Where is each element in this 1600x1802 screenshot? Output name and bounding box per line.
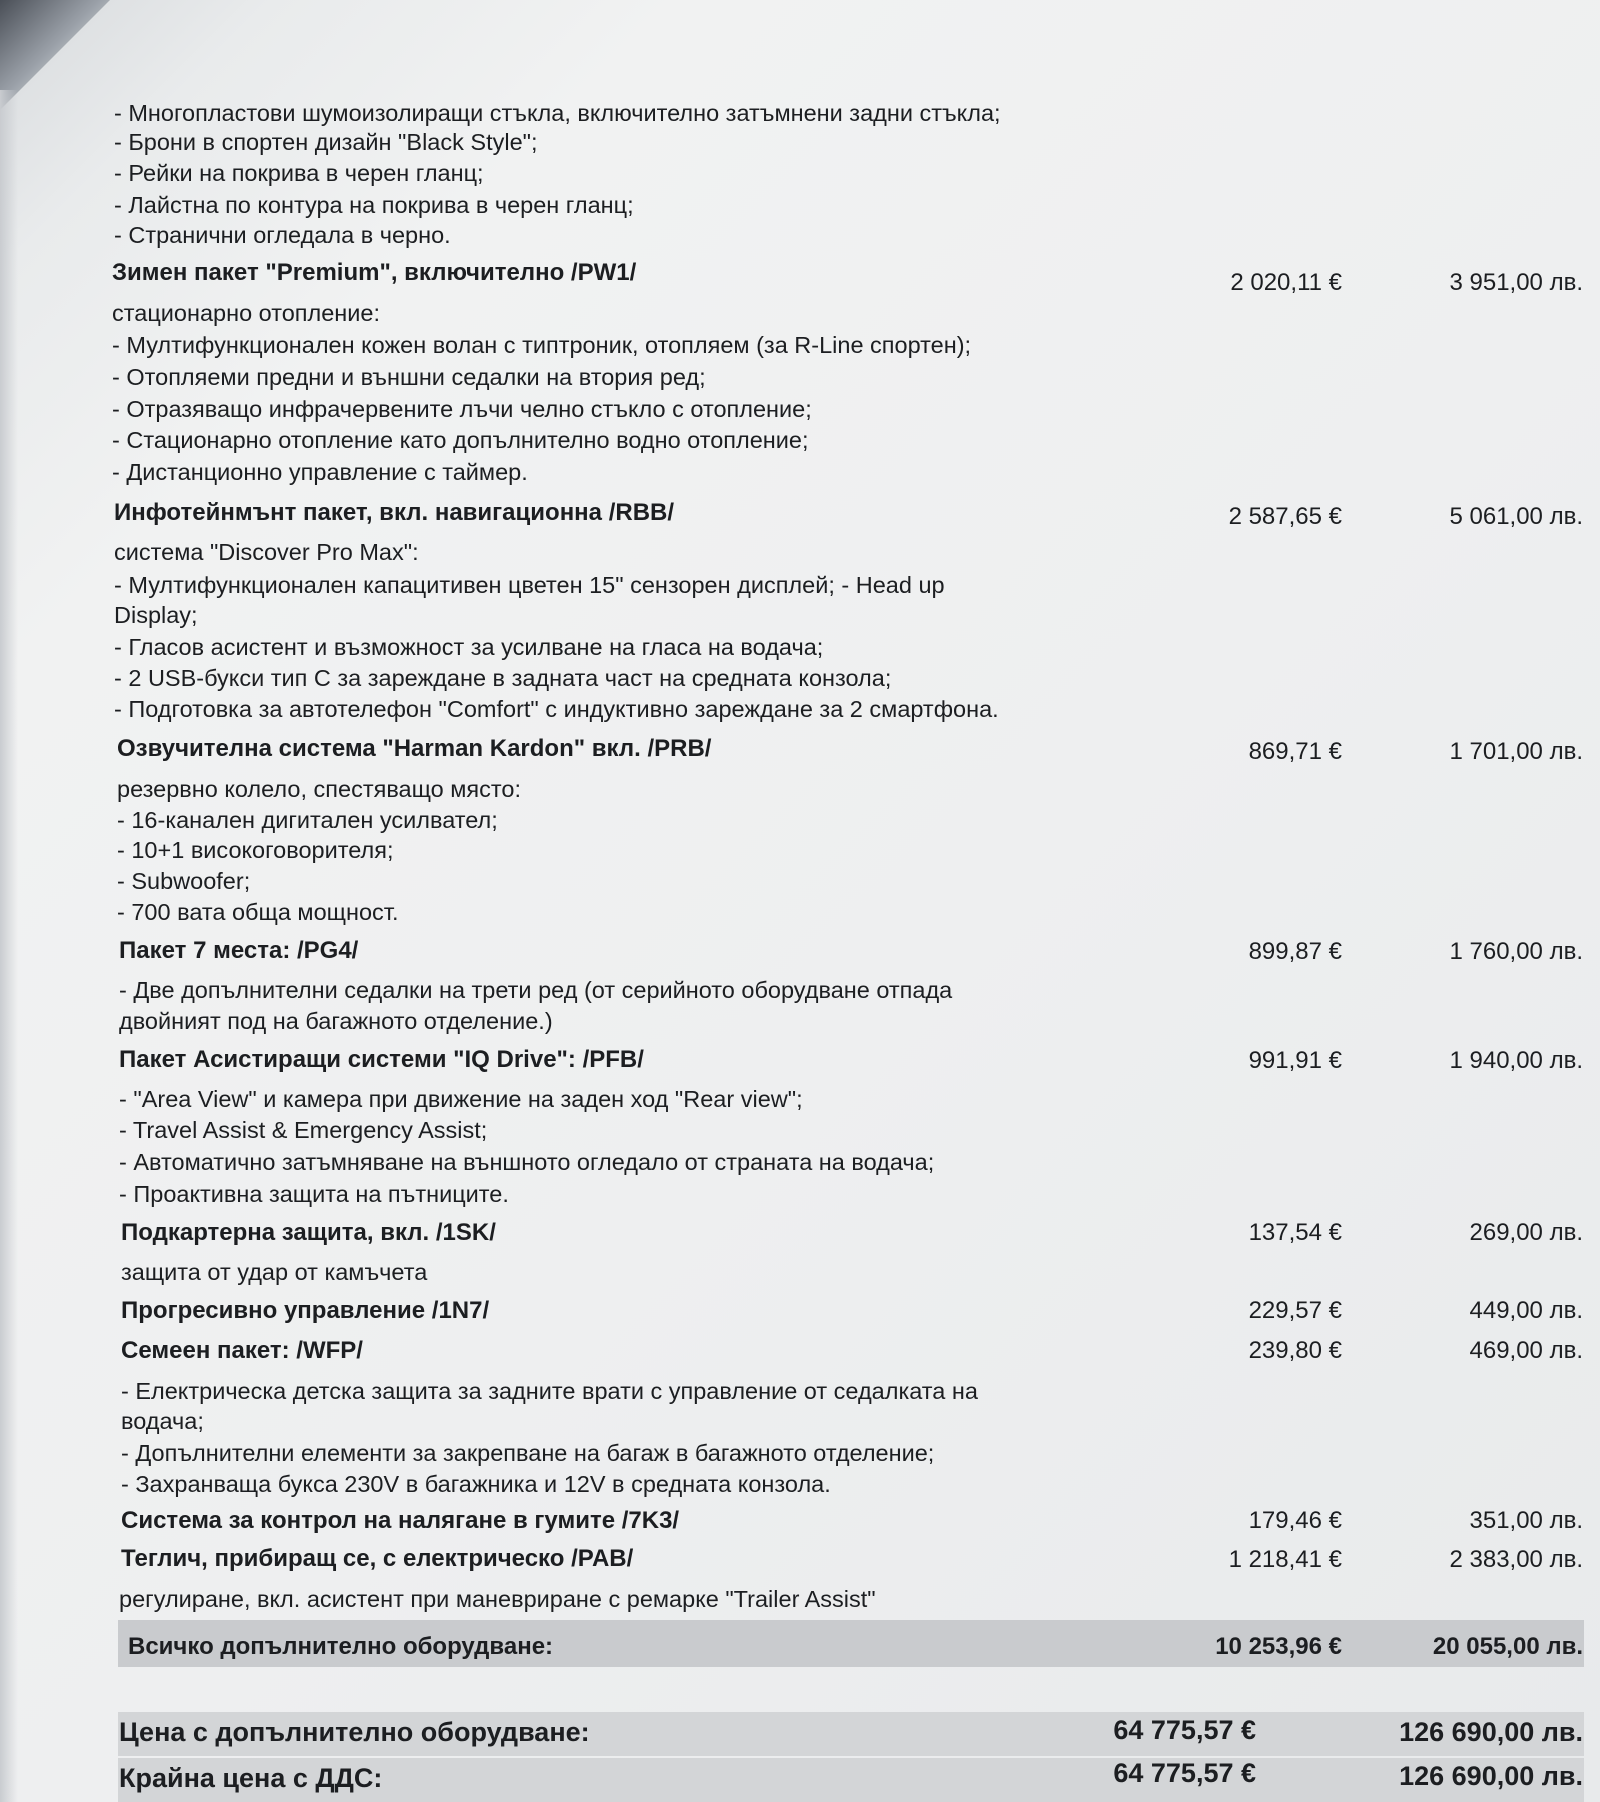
- item-price-eur: 229,57 €: [1248, 1297, 1342, 1324]
- item-line: - Travel Assist & Emergency Assist;: [119, 1117, 488, 1143]
- item-price-eur: 239,80 €: [1248, 1337, 1342, 1364]
- item-line: Display;: [114, 602, 198, 628]
- item-title: Озвучителна система "Harman Kardon" вкл. /PRB/: [117, 735, 712, 762]
- item-line: водача;: [121, 1408, 204, 1434]
- item-line: система "Discover Pro Max":: [114, 539, 419, 565]
- item-title: Теглич, прибиращ се, с електрическо /PAB/: [121, 1545, 634, 1572]
- item-price-bgn: 449,00 лв.: [1469, 1297, 1583, 1324]
- item-line: - Автоматично затъмняване на външното огледало от страната на водача;: [119, 1149, 935, 1175]
- item-price-eur: 2 587,65 €: [1228, 503, 1342, 530]
- intro-line: - Рейки на покрива в черен гланц;: [114, 160, 484, 186]
- item-line: - Гласов асистент и възможност за усилване на гласа на водача;: [114, 634, 824, 660]
- item-line: - Мултифункционален кожен волан с типтроник, отопляем (за R-Line спортен);: [112, 332, 972, 358]
- item-price-eur: 899,87 €: [1248, 938, 1342, 965]
- item-price-bgn: 2 383,00 лв.: [1449, 1546, 1583, 1573]
- item-line: - 10+1 високоговорителя;: [117, 837, 394, 863]
- item-title: Пакет Асистиращи системи "IQ Drive": /PFB/: [119, 1046, 644, 1073]
- item-price-bgn: 1 760,00 лв.: [1449, 938, 1583, 965]
- item-line: - Мултифункционален капацитивен цветен 15" сензорен дисплей; - Head up: [114, 572, 945, 598]
- item-line: регулиране, вкл. асистент при маневриране с ремарке "Trailer Assist": [119, 1586, 876, 1612]
- item-line: - 16-канален дигитален усилвател;: [117, 807, 498, 833]
- intro-line: - Лайстна по контура на покрива в черен гланц;: [114, 192, 634, 218]
- item-line: - Допълнителни елементи за закрепване на багаж в багажното отделение;: [121, 1440, 935, 1466]
- item-line: - Захранваща букса 230V в багажника и 12V в средната конзола.: [121, 1471, 831, 1497]
- item-title: Семеен пакет: /WFP/: [121, 1337, 363, 1364]
- item-price-eur: 991,91 €: [1248, 1047, 1342, 1074]
- item-title: Прогресивно управление /1N7/: [121, 1297, 490, 1324]
- item-price-bgn: 1 940,00 лв.: [1449, 1047, 1583, 1074]
- item-line: - 700 вата обща мощност.: [117, 899, 399, 925]
- item-line: - Стационарно отопление като допълнително водно отопление;: [112, 427, 809, 453]
- final-price-bgn: 126 690,00 лв.: [1399, 1761, 1583, 1791]
- item-line: - Subwoofer;: [117, 868, 251, 894]
- item-line: - Проактивна защита на пътниците.: [119, 1181, 509, 1207]
- item-price-bgn: 469,00 лв.: [1469, 1337, 1583, 1364]
- price-with-equipment-eur: 64 775,57 €: [1113, 1715, 1256, 1745]
- price-with-equipment-bgn: 126 690,00 лв.: [1399, 1717, 1583, 1747]
- intro-line: - Многопластови шумоизолиращи стъкла, включително затъмнени задни стъкла;: [114, 100, 1001, 126]
- final-price-eur: 64 775,57 €: [1113, 1758, 1256, 1788]
- item-line: стационарно отопление:: [112, 300, 381, 326]
- item-price-bgn: 1 701,00 лв.: [1449, 738, 1583, 765]
- item-price-eur: 1 218,41 €: [1228, 1546, 1342, 1573]
- item-price-bgn: 3 951,00 лв.: [1449, 269, 1583, 296]
- intro-line: - Странични огледала в черно.: [114, 222, 451, 248]
- item-line: - Електрическа детска защита за задните врати с управление от седалката на: [121, 1378, 978, 1404]
- item-line: резервно колело, спестяващо място:: [117, 776, 522, 802]
- final-price-label: Крайна цена с ДДС:: [119, 1763, 383, 1793]
- item-price-eur: 869,71 €: [1248, 738, 1342, 765]
- item-price-eur: 137,54 €: [1248, 1219, 1342, 1246]
- item-line: - 2 USB-букси тип C за зареждане в задната част на средната конзола;: [114, 665, 892, 691]
- item-line: - "Area View" и камера при движение на заден ход "Rear view";: [119, 1086, 803, 1112]
- item-line: - Две допълнителни седалки на трети ред (от серийното оборудване отпада: [119, 977, 953, 1003]
- item-price-eur: 179,46 €: [1248, 1507, 1342, 1534]
- item-line: - Отразяващо инфрачервените лъчи челно стъкло с отопление;: [112, 396, 812, 422]
- item-line: защита от удар от камъчета: [121, 1259, 428, 1285]
- item-line: - Отопляеми предни и външни седалки на втория ред;: [112, 364, 706, 390]
- item-line: двойният под на багажното отделение.): [119, 1008, 553, 1034]
- item-title: Инфотейнмънт пакет, вкл. навигационна /RBB/: [114, 499, 675, 526]
- item-price-bgn: 351,00 лв.: [1469, 1507, 1583, 1534]
- item-line: - Подготовка за автотелефон "Comfort" с индуктивно зареждане за 2 смартфона.: [114, 696, 999, 722]
- total-additional-label: Всичко допълнително оборудване:: [128, 1633, 554, 1660]
- item-title: Подкартерна защита, вкл. /1SK/: [121, 1219, 496, 1246]
- item-title: Зимен пакет "Premium", включително /PW1/: [112, 259, 637, 286]
- item-price-eur: 2 020,11 €: [1230, 269, 1342, 296]
- price-with-equipment-label: Цена с допълнително оборудване:: [119, 1717, 590, 1747]
- item-line: - Дистанционно управление с таймер.: [112, 459, 528, 485]
- total-additional-eur: 10 253,96 €: [1215, 1633, 1342, 1660]
- item-price-bgn: 269,00 лв.: [1469, 1219, 1583, 1246]
- intro-line: - Брони в спортен дизайн "Black Style";: [114, 129, 538, 155]
- item-title: Пакет 7 места: /PG4/: [119, 937, 359, 964]
- total-additional-bgn: 20 055,00 лв.: [1432, 1633, 1583, 1660]
- item-title: Система за контрол на налягане в гумите /7K3/: [121, 1507, 680, 1534]
- item-price-bgn: 5 061,00 лв.: [1449, 503, 1583, 530]
